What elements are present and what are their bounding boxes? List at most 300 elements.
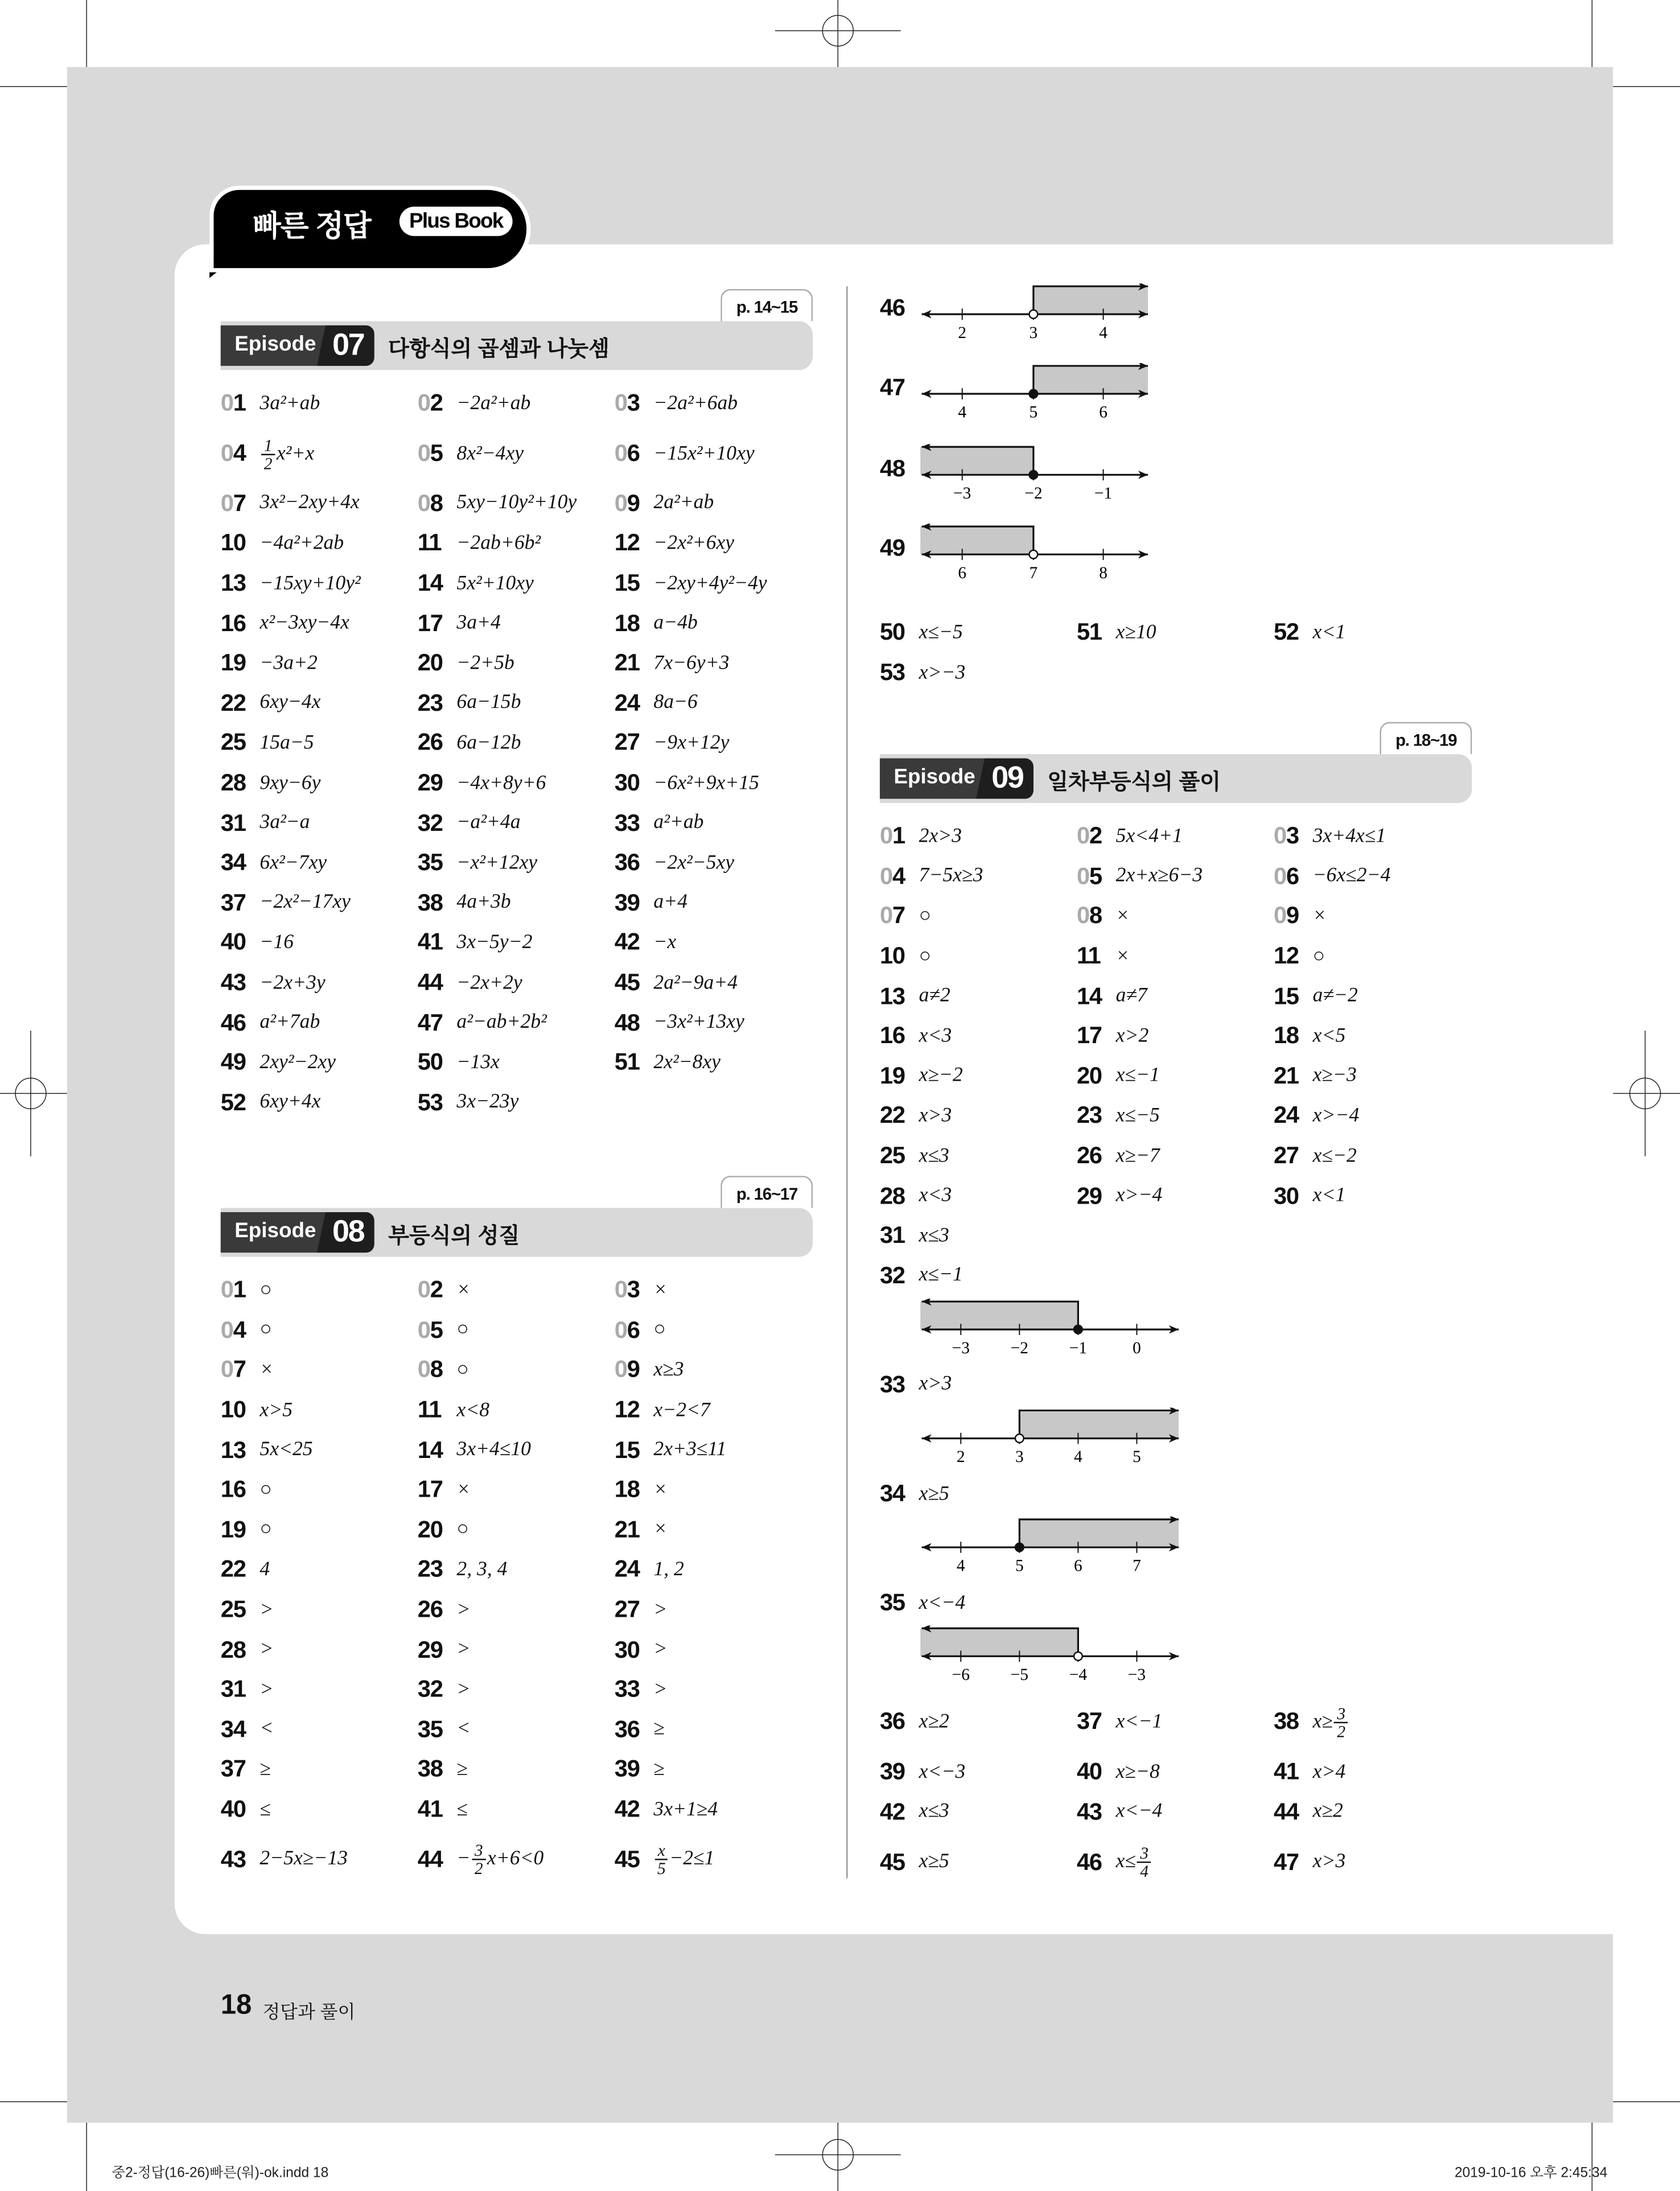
answer-item <box>221 1436 418 1464</box>
number-line-figure <box>880 1514 1472 1583</box>
number-lead-zero: 0 <box>220 390 233 417</box>
item-number: 26 <box>417 730 443 756</box>
answer-item <box>880 1222 1077 1250</box>
answer-item <box>615 650 812 678</box>
answer-item <box>221 1476 418 1504</box>
answer-prefix: − <box>456 1848 471 1871</box>
number-digit: 1 <box>233 390 246 417</box>
fraction <box>1137 1845 1151 1880</box>
answer-value: −2x+3y <box>260 971 326 994</box>
number-digit: 2 <box>430 390 443 417</box>
answer-item <box>221 650 418 678</box>
answer-item <box>880 1758 1077 1786</box>
number-lead-zero: 0 <box>417 1316 430 1344</box>
answer-value: −4x+8y+6 <box>456 771 546 794</box>
number-line <box>920 524 1154 582</box>
answer-item <box>615 1556 812 1584</box>
answer-value: a≠7 <box>1115 985 1147 1007</box>
item-number: 37 <box>1076 1708 1102 1735</box>
answer-value: x<−1 <box>1115 1710 1163 1733</box>
answer-item <box>221 436 418 471</box>
number-line-answer <box>880 455 1472 535</box>
answer-item <box>221 889 418 917</box>
answer-item <box>880 1798 1077 1826</box>
answer-value: ○ <box>260 1319 272 1341</box>
item-number: 17 <box>1076 1022 1102 1049</box>
answer-value: 2a²+ab <box>653 492 714 514</box>
number-digit: 7 <box>233 490 246 517</box>
answer-value: 3a+4 <box>456 612 501 635</box>
answer-item <box>221 769 418 797</box>
answer-row <box>221 1630 813 1670</box>
answer-value: −2x+2y <box>456 971 522 994</box>
footer-section-title: 정답과 풀이 <box>262 2001 356 2023</box>
episode-badge <box>221 326 374 366</box>
header-tab <box>209 186 530 272</box>
answer-item <box>221 1517 418 1545</box>
number-digit: 3 <box>627 1276 640 1304</box>
fraction-denominator: 2 <box>263 453 273 473</box>
item-number: 47 <box>1273 1848 1299 1875</box>
item-number: 40 <box>220 1795 246 1823</box>
item-number: 38 <box>1273 1708 1299 1735</box>
number-lead-zero: 0 <box>1076 863 1089 889</box>
answer-value: 2x+3≤11 <box>653 1438 727 1461</box>
item-number: 43 <box>220 1846 246 1873</box>
tick-label: 6 <box>958 563 967 582</box>
tick-label: −3 <box>952 1339 970 1358</box>
answer-item <box>221 1049 418 1077</box>
item-number <box>221 390 260 418</box>
tick-label: 4 <box>1099 323 1107 342</box>
tick-label: −6 <box>952 1666 970 1685</box>
answer-value: x>5 <box>260 1398 293 1422</box>
number-digit: 9 <box>1286 903 1299 930</box>
number-lead-zero: 0 <box>614 390 627 417</box>
answer-item <box>221 809 418 837</box>
item-number <box>1274 823 1313 851</box>
item-number: 27 <box>614 730 640 756</box>
item-number: 13 <box>220 570 246 597</box>
answer-value <box>1313 1705 1350 1740</box>
answer-item <box>1274 1102 1471 1130</box>
answer-item <box>1077 1708 1274 1736</box>
answer-item <box>221 490 418 518</box>
number-lead-zero: 0 <box>220 1316 233 1344</box>
answer-value: x≤3 <box>919 1224 949 1247</box>
answer-value: x>3 <box>919 1104 952 1127</box>
answer-item <box>615 1049 812 1077</box>
number-digit: 3 <box>627 390 640 417</box>
answer-item <box>1274 983 1471 1011</box>
answer-value <box>260 436 314 471</box>
answer-item <box>418 1842 615 1877</box>
open-endpoint <box>1030 550 1038 559</box>
item-number: 45 <box>614 1846 640 1873</box>
answer-value: x≤−1 <box>919 1264 963 1287</box>
number-lead-zero: 0 <box>614 1356 627 1383</box>
answer-row <box>221 1431 813 1471</box>
number-digit: 4 <box>892 863 905 889</box>
number-line <box>920 1626 1184 1685</box>
answer-row <box>221 1550 813 1590</box>
answer-item <box>880 1142 1077 1170</box>
answer-row <box>880 1256 1472 1296</box>
answer-value: x≥−3 <box>1312 1064 1357 1088</box>
answer-item <box>615 1636 812 1664</box>
episode-title: 부등식의 성질 <box>388 1225 520 1249</box>
item-number: 17 <box>417 1476 443 1504</box>
answer-value: > <box>260 1598 274 1621</box>
answer-value: ≥ <box>653 1718 665 1741</box>
answer-value: x<−4 <box>919 1591 966 1614</box>
item-number: 18 <box>1273 1022 1299 1049</box>
open-endpoint <box>1030 310 1038 319</box>
answer-value: x<1 <box>1312 1184 1346 1207</box>
answer-value: 3x+4≤10 <box>456 1438 531 1461</box>
answer-row <box>880 613 1472 653</box>
number-digit: 1 <box>892 823 905 850</box>
episode-08-section <box>220 1184 813 1890</box>
item-number: 17 <box>417 609 443 637</box>
answer-value: × <box>456 1478 471 1501</box>
number-line-answer <box>880 535 1472 615</box>
item-number <box>221 1277 260 1305</box>
answer-value: x≤−1 <box>1115 1064 1160 1088</box>
answer-item <box>615 690 812 718</box>
answer-item <box>418 1796 615 1824</box>
tick-label: 5 <box>1133 1448 1141 1467</box>
answer-item <box>615 1397 812 1424</box>
answer-value: × <box>456 1279 471 1302</box>
answer-item <box>1077 1798 1274 1826</box>
answer-value: −x²+12xy <box>456 851 538 874</box>
answer-item <box>418 610 615 638</box>
item-number: 40 <box>220 929 246 956</box>
item-number: 29 <box>417 769 443 796</box>
number-lead-zero: 0 <box>417 1356 430 1383</box>
number-lead-zero: 0 <box>879 863 892 889</box>
answer-value: 2x+x≥6−3 <box>1115 864 1203 888</box>
answer-row <box>221 963 813 1003</box>
number-digit: 6 <box>627 440 640 467</box>
answer-item <box>615 1517 812 1545</box>
answer-row <box>880 817 1472 857</box>
answer-value: a+4 <box>653 891 688 914</box>
item-number: 33 <box>614 1676 640 1703</box>
item-number: 23 <box>417 689 443 716</box>
answer-value: a²+7ab <box>260 1011 320 1034</box>
answer-item <box>221 690 418 718</box>
answer-value: −13x <box>456 1051 500 1074</box>
solution-shading <box>920 1302 1078 1329</box>
tick-label: 5 <box>1015 1557 1024 1576</box>
answer-value: 5x<4+1 <box>1115 825 1183 848</box>
answer-item <box>1274 1848 1471 1876</box>
episode-title: 다항식의 곱셈과 나눗셈 <box>388 337 610 362</box>
number-line-answer <box>880 295 1472 375</box>
item-number: 30 <box>614 1636 640 1663</box>
answer-value: 5x²+10xy <box>456 572 534 595</box>
answer-suffix: x+6<0 <box>487 1848 544 1871</box>
answer-value: x≥2 <box>1312 1800 1343 1823</box>
answer-item <box>880 1102 1077 1130</box>
number-digit: 1 <box>233 1276 246 1304</box>
item-number: 25 <box>879 1142 905 1169</box>
answer-item <box>880 1062 1077 1090</box>
answer-item <box>418 1089 615 1117</box>
answer-item <box>615 1436 812 1464</box>
answer-item <box>1274 1183 1471 1210</box>
answer-row <box>880 1832 1472 1893</box>
answer-row <box>221 764 813 804</box>
answer-item <box>418 1476 615 1504</box>
item-number: 41 <box>1273 1758 1299 1785</box>
fraction-denominator: 4 <box>1140 1861 1149 1881</box>
answer-value: > <box>456 1678 471 1701</box>
answer-value: −2xy+4y²−4y <box>653 572 767 595</box>
answer-item <box>221 1009 418 1037</box>
number-line-figure <box>880 1296 1472 1365</box>
answer-value: 3x+1≥4 <box>653 1798 718 1821</box>
answer-value: x<3 <box>919 1184 952 1207</box>
solution-shading <box>1019 1520 1179 1548</box>
fraction-denominator: 2 <box>474 1859 483 1879</box>
tick-label: 4 <box>958 403 967 422</box>
answer-value: 2−5x≥−13 <box>260 1848 348 1871</box>
item-number <box>615 1317 654 1345</box>
answer-value: −15xy+10y² <box>260 572 361 595</box>
answer-item <box>615 1842 812 1877</box>
answer-item <box>418 1436 615 1464</box>
item-number <box>1077 823 1116 851</box>
answer-item <box>615 530 812 558</box>
answer-item <box>1077 1758 1274 1786</box>
answer-value: ○ <box>260 1478 272 1501</box>
answer-value: x<5 <box>1312 1024 1346 1047</box>
item-number: 49 <box>220 1049 246 1076</box>
number-digit: 8 <box>430 1356 443 1383</box>
item-number: 40 <box>1076 1758 1102 1785</box>
answer-value: a²+ab <box>653 812 704 834</box>
item-number: 53 <box>417 1089 443 1116</box>
answer-value: ○ <box>919 905 932 928</box>
item-number: 10 <box>220 1397 246 1423</box>
answer-item <box>880 983 1077 1011</box>
answer-value <box>1116 1845 1153 1880</box>
solution-shading <box>1019 1411 1179 1439</box>
answer-row <box>221 564 813 604</box>
item-number: 23 <box>417 1556 443 1583</box>
answer-value: ≤ <box>456 1798 468 1821</box>
answer-item <box>880 863 1077 891</box>
fraction-numerator: x <box>655 1842 668 1860</box>
answer-value: × <box>260 1358 274 1381</box>
answer-row <box>880 1176 1472 1216</box>
answer-item <box>615 1716 812 1744</box>
answer-value: > <box>653 1638 668 1661</box>
episode-title: 일차부등식의 풀이 <box>1047 771 1221 795</box>
item-number: 28 <box>220 769 246 796</box>
item-number: 43 <box>220 969 246 996</box>
answer-item <box>1077 1102 1274 1130</box>
item-number: 12 <box>614 1397 640 1423</box>
answer-row <box>880 857 1472 897</box>
answer-item <box>418 1277 615 1305</box>
item-number: 48 <box>614 1009 640 1036</box>
item-number: 26 <box>417 1596 443 1623</box>
answer-item <box>221 1317 418 1345</box>
fraction-numerator: 3 <box>1334 1705 1348 1723</box>
answer-row <box>221 683 813 723</box>
answer-value: 6x²−7xy <box>260 851 327 874</box>
number-digit: 7 <box>233 1356 246 1383</box>
fraction <box>655 1842 668 1877</box>
number-line-figure <box>880 1623 1472 1692</box>
answer-value: −3a+2 <box>260 652 318 674</box>
item-number: 21 <box>614 1516 640 1543</box>
answer-row <box>880 1692 1472 1753</box>
answer-item <box>615 1796 812 1824</box>
number-digit: 8 <box>1089 903 1102 930</box>
answer-value: 15a−5 <box>260 731 314 754</box>
answer-value: 8x²−4xy <box>456 442 524 465</box>
open-endpoint <box>1074 1653 1082 1661</box>
answer-item <box>418 390 615 418</box>
tick-label: 7 <box>1133 1557 1141 1576</box>
item-number <box>1274 863 1313 891</box>
tick-label: 6 <box>1074 1557 1082 1576</box>
number-lead-zero: 0 <box>1273 903 1286 930</box>
page-reference-tab: p. 18~19 <box>1380 722 1472 754</box>
item-number <box>221 1317 260 1345</box>
answer-row <box>221 1670 813 1710</box>
item-number <box>1077 903 1116 930</box>
tick-label: 3 <box>1015 1448 1024 1467</box>
answer-value: 6xy+4x <box>260 1091 321 1114</box>
item-number <box>615 490 654 518</box>
number-line-figure <box>880 1405 1472 1474</box>
item-number <box>418 490 457 518</box>
answer-item <box>615 769 812 797</box>
episode-label: Episode <box>893 765 975 789</box>
answer-item <box>1077 619 1274 647</box>
answer-value: < <box>260 1718 274 1741</box>
plus-book-badge: Plus Book <box>400 207 513 236</box>
answer-value: 3a²−a <box>260 812 310 834</box>
answer-item <box>221 1756 418 1784</box>
tick-label: 5 <box>1029 403 1038 422</box>
answer-row <box>880 1365 1472 1405</box>
number-lead-zero: 0 <box>879 823 892 850</box>
answer-item <box>418 1676 615 1704</box>
answer-value: x<1 <box>1312 621 1346 644</box>
answer-item <box>418 440 615 468</box>
item-number: 19 <box>220 649 246 677</box>
fraction <box>472 1842 486 1877</box>
answer-value: −2a²+6ab <box>653 392 738 415</box>
answer-item <box>418 929 615 957</box>
answer-row <box>221 484 813 524</box>
answer-value: 6xy−4x <box>260 691 321 714</box>
episode-number: 09 <box>991 759 1023 795</box>
item-number: 13 <box>879 982 905 1010</box>
answer-row <box>221 524 813 564</box>
answer-value: ○ <box>260 1279 272 1302</box>
item-number: 16 <box>879 1022 905 1049</box>
item-number: 31 <box>220 1676 246 1703</box>
answer-item <box>1077 983 1274 1011</box>
answer-value: x>3 <box>1312 1850 1346 1873</box>
answer-row <box>221 1391 813 1431</box>
answer-item <box>418 530 615 558</box>
answer-value: −6x≤2−4 <box>1312 864 1391 888</box>
item-number: 27 <box>1273 1142 1299 1169</box>
answer-row <box>221 604 813 644</box>
answer-item <box>418 1716 615 1744</box>
answer-value: −16 <box>260 931 294 954</box>
tick-label: 4 <box>956 1557 965 1576</box>
answer-row <box>880 897 1472 937</box>
item-number: 44 <box>417 1846 443 1873</box>
item-number: 22 <box>220 689 246 716</box>
answer-item <box>418 1596 615 1624</box>
item-number: 35 <box>879 1589 905 1616</box>
item-number: 32 <box>417 809 443 837</box>
fraction <box>1334 1705 1348 1740</box>
episode-number: 07 <box>332 327 364 362</box>
answer-item <box>1077 823 1274 851</box>
item-number: 22 <box>879 1102 905 1129</box>
answer-value: 4 <box>260 1558 270 1581</box>
item-number: 10 <box>879 942 905 970</box>
episode-07-section <box>220 297 813 1123</box>
answer-row <box>221 1830 813 1890</box>
answer-item <box>221 610 418 638</box>
number-digit: 6 <box>627 1316 640 1344</box>
answer-value: < <box>456 1718 471 1741</box>
answer-value: × <box>1115 905 1130 928</box>
item-number <box>418 1357 457 1385</box>
tick-label: −1 <box>1094 484 1113 503</box>
answer-item <box>1077 943 1274 971</box>
item-number: 24 <box>614 689 640 716</box>
closed-endpoint <box>1030 390 1038 398</box>
item-number <box>615 390 654 418</box>
tick-label: 4 <box>1074 1448 1082 1467</box>
item-number: 22 <box>220 1556 246 1583</box>
answer-value: −2ab+6b² <box>456 532 541 555</box>
item-number: 11 <box>417 530 442 557</box>
answer-value: −15x²+10xy <box>653 442 755 465</box>
answer-item <box>1274 1758 1471 1786</box>
answer-item <box>221 1846 418 1874</box>
answer-value: 3x−5y−2 <box>456 931 533 954</box>
answer-item <box>615 809 812 837</box>
answer-value: ○ <box>653 1319 666 1341</box>
answer-suffix: x²+x <box>276 442 315 465</box>
item-number: 14 <box>417 1436 443 1463</box>
answer-value: × <box>1312 905 1327 928</box>
answer-item <box>418 1049 615 1077</box>
number-line <box>920 364 1154 422</box>
answer-row <box>880 1752 1472 1792</box>
number-digit: 2 <box>1089 823 1102 850</box>
answer-item <box>880 823 1077 851</box>
answer-value: > <box>653 1598 668 1621</box>
item-number: 10 <box>220 530 246 557</box>
answer-value: ○ <box>1312 945 1325 967</box>
